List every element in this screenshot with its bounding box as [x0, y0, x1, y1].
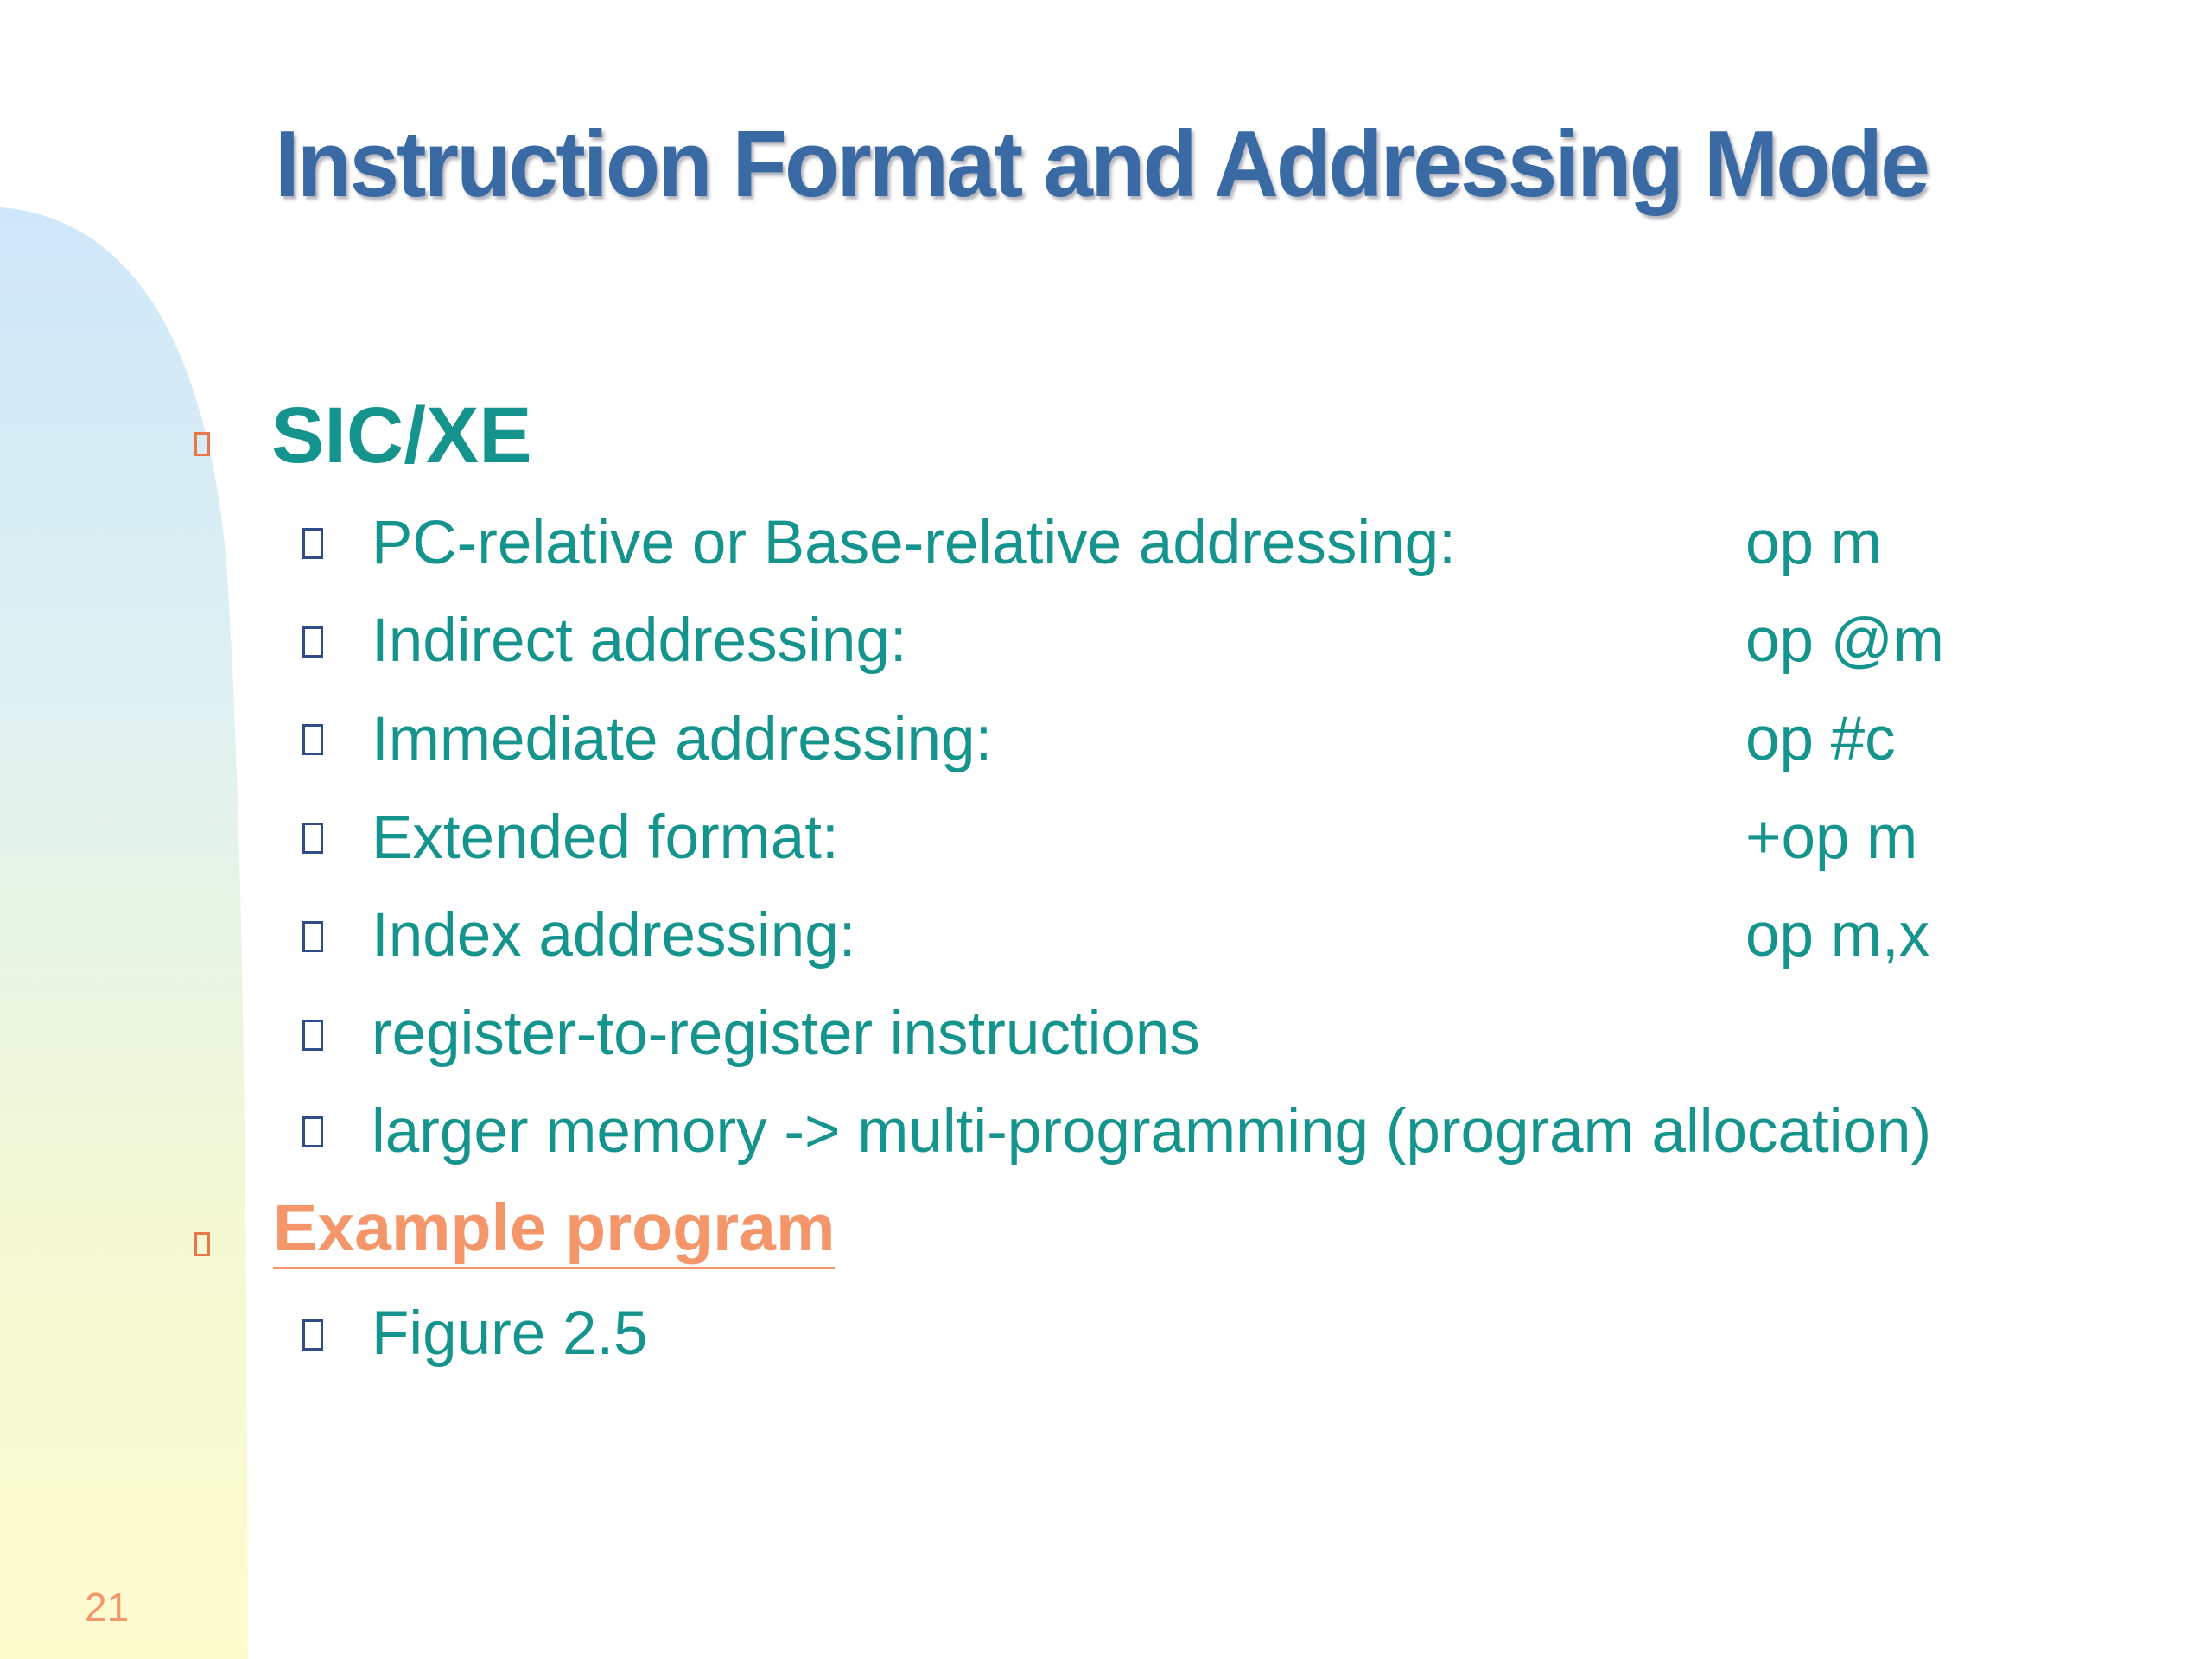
item-syntax: op #c: [1745, 705, 1896, 773]
section-bullet: [194, 1232, 210, 1256]
item-label: Index addressing:: [372, 901, 856, 969]
item-label: PC-relative or Base-relative addressing:: [372, 509, 1456, 577]
section-bullet: [194, 432, 210, 456]
item-label: Figure 2.5: [372, 1300, 648, 1368]
item-bullet: [302, 921, 323, 952]
item-syntax: op m: [1745, 509, 1882, 577]
item-syntax: +op m: [1745, 804, 1918, 872]
item-label: Indirect addressing:: [372, 607, 907, 675]
item-bullet: [302, 626, 323, 658]
slide-title: Instruction Format and Addressing Mode: [275, 111, 1928, 217]
item-bullet: [302, 1116, 323, 1147]
page-number: 21: [85, 1585, 130, 1630]
item-label: register-to-register instructions: [372, 1000, 1200, 1068]
item-label: larger memory -> multi-programming (program allocation): [372, 1097, 1932, 1166]
section-heading-sicxe: SIC/XE: [271, 391, 532, 480]
item-label: Extended format:: [372, 804, 839, 872]
item-syntax: op @m: [1745, 607, 1944, 675]
item-bullet: [302, 823, 323, 854]
example-program-link[interactable]: Example program: [273, 1195, 835, 1269]
item-bullet: [302, 528, 323, 559]
item-bullet: [302, 1319, 323, 1351]
item-bullet: [302, 724, 323, 755]
item-bullet: [302, 1020, 323, 1051]
item-label: Immediate addressing:: [372, 705, 993, 773]
item-syntax: op m,x: [1745, 901, 1930, 969]
